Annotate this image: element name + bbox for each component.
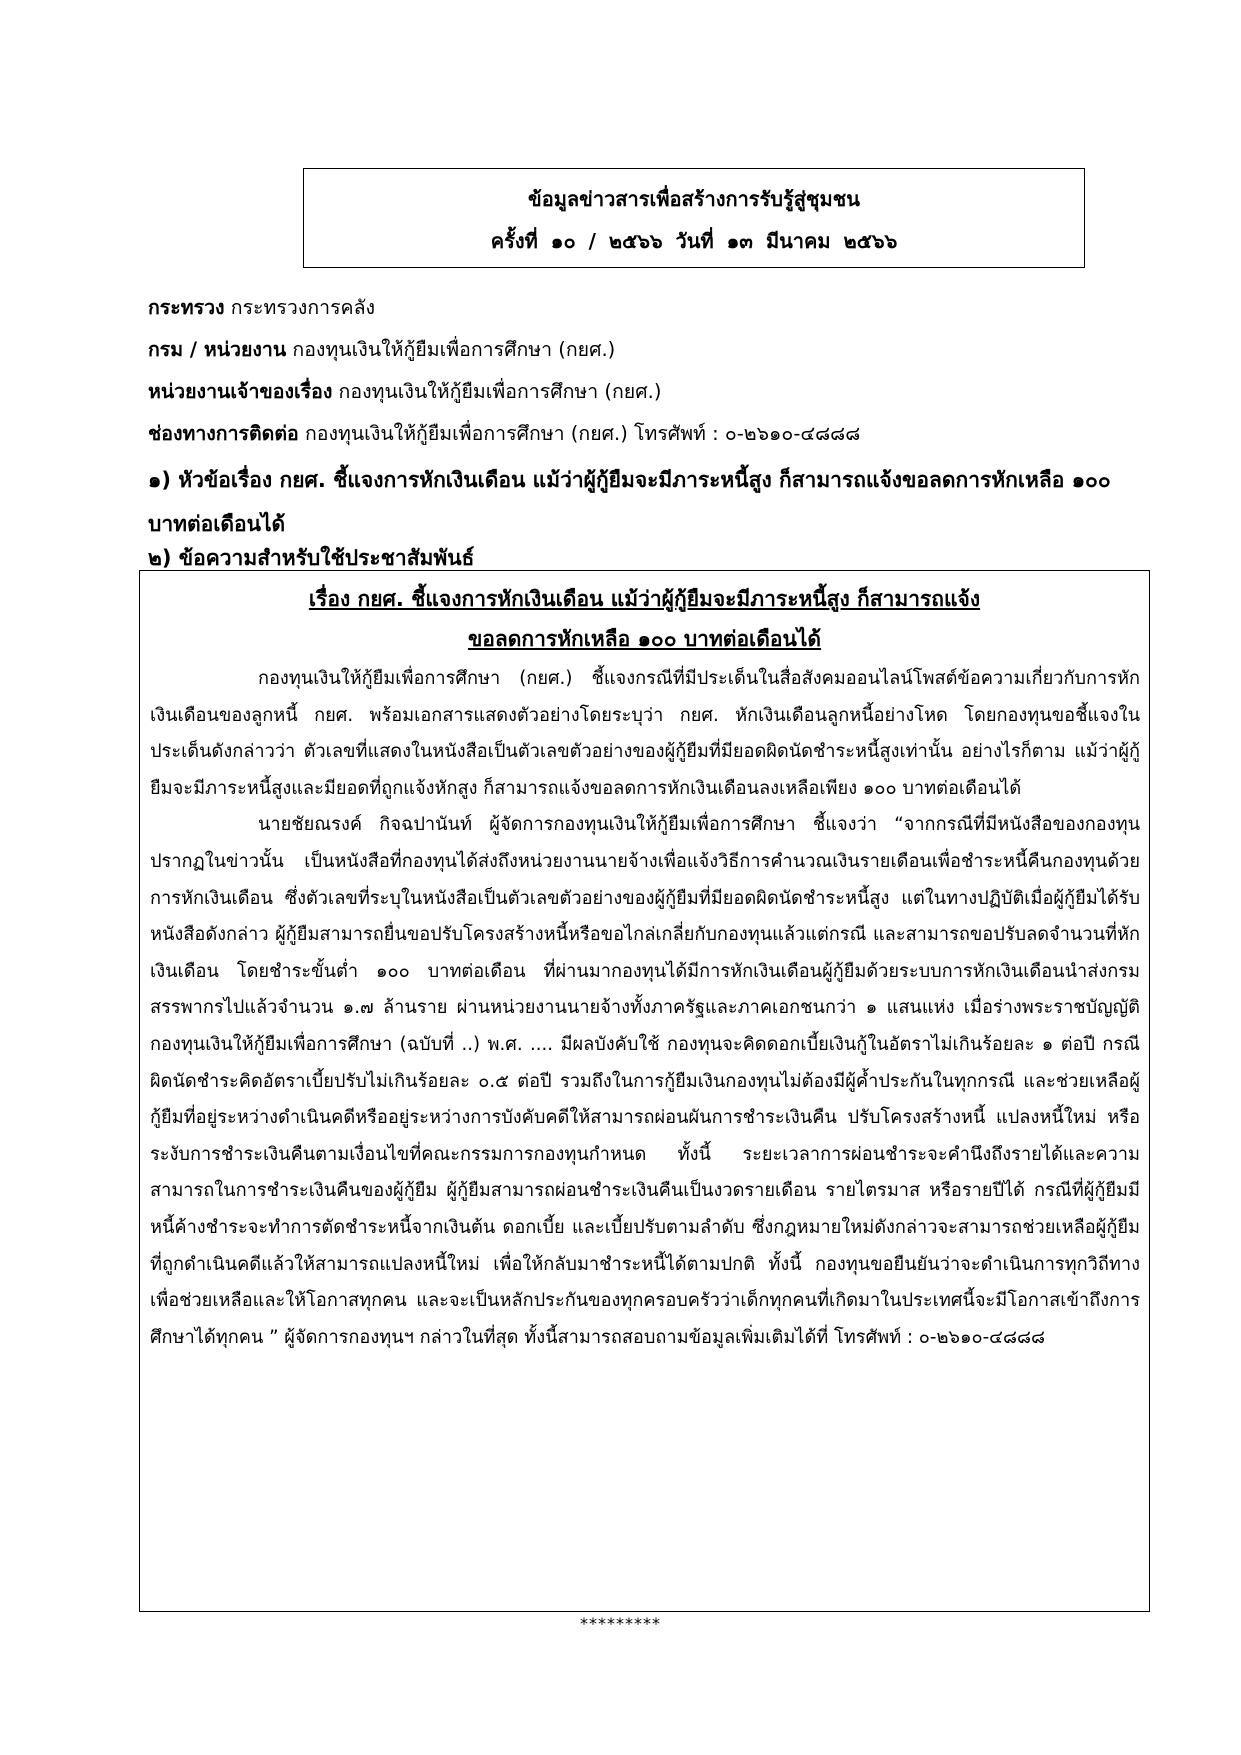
meta-owner-value: กองทุนเงินให้กู้ยืมเพื่อการศึกษา (กยศ.) [338,380,662,403]
meta-owner [148,376,661,407]
meta-contact-label: ช่องทางการติดต่อ [148,422,299,445]
meta-contact-value: กองทุนเงินให้กู้ยืมเพื่อการศึกษา (กยศ.) โทรศัพท์ : ๐-๒๖๑๐-๔๘๘๘ [304,422,861,445]
meta-owner-label: หน่วยงานเจ้าของเรื่อง [148,380,333,403]
press-release-title-line-2: ขอลดการหักเหลือ ๑๐๐ บาทต่อเดือนได้ [467,627,822,651]
meta-department-label: กรม / หน่วยงาน [148,338,287,361]
section-pr-heading: ๒) ข้อความสำหรับใช้ประชาสัมพันธ์ [148,546,475,570]
press-release-body [150,661,1140,1356]
press-release-title-line-1: เรื่อง กยศ. ชี้แจงการหักเงินเดือน แม้ว่าผู้กู้ยืมจะมีภาระหนี้สูง ก็สามารถแจ้ง [308,587,981,611]
press-release-paragraph-2: นายชัยณรงค์ กิจฉปานันท์ ผู้จัดการกองทุนเงินให้กู้ยืมเพื่อการศึกษา ชี้แจงว่า “จากกรณีที่มีหนังสือของกองทุนปรากฏในข่าวนั้น เป็นหนังสือที่กองทุนได้ส่งถึงหน่วยงานนายจ้างเพื่อแจ้งวิธีการคำนวณเงินรายเดือนเพื่อชำระหนี้คืนกองทุนด้วยการหักเงินเดือน ซึ่งตัวเลขที่ระบุในหนังสือเป็นตัวเลขตัวอย่างของผู้กู้ยืมที่มียอดผิดนัดชำระหนี้สูง แต่ในทางปฏิบัติเมื่อผู้กู้ยืมได้รับหนังสือดังกล่าว ผู้กู้ยืมสามารถยื่นขอปรับโครงสร้างหนี้หรือขอไกล่เกลี่ยกับกองทุนแล้วแต่กรณี และสามารถขอปรับลดจำนวนที่หักเงินเดือน โดยชำระขั้นต่ำ ๑๐๐ บาทต่อเดือน ที่ผ่านมากองทุนได้มีการหักเงินเดือนผู้กู้ยืมด้วยระบบการหักเงินเดือนนำส่งกรมสรรพากรไปแล้วจำนวน ๑.๗ ล้านราย ผ่านหน่วยงานนายจ้างทั้งภาครัฐและภาคเอกชนกว่า ๑ แสนแห่ง เมื่อร่างพระราชบัญญัติกองทุนเงินให้กู้ยืมเพื่อการศึกษา (ฉบับที่ ..) พ.ศ. .... มีผลบังคับใช้ กองทุนจะคิดดอกเบี้ยเงินกู้ในอัตราไม่เกินร้อยละ ๑ ต่อปี กรณีผิดนัดชำระคิดอัตราเบี้ยปรับไม่เกินร้อยละ ๐.๕ ต่อปี รวมถึงในการกู้ยืมเงินกองทุนไม่ต้องมีผู้ค้ำประกันในทุกกรณี และช่วยเหลือผู้กู้ยืมที่อยู่ระหว่างดำเนินคดีหรืออยู่ระหว่างการบังคับคดีให้สามารถผ่อนผันการชำระเงินคืน ปรับโครงสร้างหนี้ แปลงหนี้ใหม่ หรือระงับการชำระเงินคืนตามเงื่อนไขที่คณะกรรมการกองทุนกำหนด ทั้งนี้ ระยะเวลาการผ่อนชำระจะคำนึงถึงรายได้และความสามารถในการชำระเงินคืนของผู้กู้ยืม ผู้กู้ยืมสามารถผ่อนชำระเงินคืนเป็นงวดรายเดือน รายไตรมาส หรือรายปีได้ กรณีที่ผู้กู้ยืมมีหนี้ค้างชำระจะทำการตัดชำระหนี้จากเงินต้น ดอกเบี้ย และเบี้ยปรับตามลำดับ ซึ่งกฎหมายใหม่ดังกล่าวจะสามารถช่วยเหลือผู้กู้ยืมที่ถูกดำเนินคดีแล้วให้สามารถแปลงหนี้ใหม่ เพื่อให้กลับมาชำระหนี้ได้ตามปกติ ทั้งนี้ กองทุนขอยืนยันว่าจะดำเนินการทุกวิถีทางเพื่อช่วยเหลือและให้โอกาสทุกคน และจะเป็นหลักประกันของทุกครอบครัวว่าเด็กทุกคนที่เกิดมาในประเทศนี้จะมีโอกาสเข้าถึงการศึกษาได้ทุกคน ” ผู้จัดการกองทุนฯ กล่าวในที่สุด ทั้งนี้สามารถสอบถามข้อมูลเพิ่มเติมได้ที่ โทรศัพท์ : ๐-๒๖๑๐-๔๘๘๘ [150,814,1140,1348]
bulletin-header-box [303,168,1085,268]
end-separator: ********* [580,1614,661,1633]
press-release-paragraph-1: กองทุนเงินให้กู้ยืมเพื่อการศึกษา (กยศ.) ชี้แจงกรณีที่มีประเด็นในสื่อสังคมออนไลน์โพสต์ข้อความเกี่ยวกับการหักเงินเดือนของลูกหนี้ กยศ. พร้อมเอกสารแสดงตัวอย่างโดยระบุว่า กยศ. หักเงินเดือนลูกหนี้อย่างโหด โดยกองทุนขอชี้แจงในประเด็นดังกล่าวว่า ตัวเลขที่แสดงในหนังสือเป็นตัวเลขตัวอย่างของผู้กู้ยืมที่มียอดผิดนัดชำระหนี้สูงเท่านั้น อย่างไรก็ตาม แม้ว่าผู้กู้ยืมจะมีภาระหนี้สูงและมียอดที่ถูกแจ้งหักสูง ก็สามารถแจ้งขอลดการหักเงินเดือนลงเหลือเพียง ๑๐๐ บาทต่อเดือนได้ [150,668,1140,799]
bulletin-title: ข้อมูลข่าวสารเพื่อสร้างการรับรู้สู่ชุมชน [528,187,860,211]
meta-ministry [148,292,375,323]
meta-contact [148,418,860,449]
meta-department-value: กองทุนเงินให้กู้ยืมเพื่อการศึกษา (กยศ.) [292,338,616,361]
section-topic-heading: ๑) หัวข้อเรื่อง กยศ. ชี้แจงการหักเงินเดือน แม้ว่าผู้กู้ยืมจะมีภาระหนี้สูง ก็สามารถแจ้งขอลดการหักเหลือ ๑๐๐ บาทต่อเดือนได้ [148,468,1111,536]
meta-ministry-value: กระทรวงการคลัง [230,296,376,319]
meta-ministry-label: กระทรวง [148,296,225,319]
press-release-box [139,570,1150,1612]
meta-department [148,334,615,365]
bulletin-issue-line: ครั้งที่ ๑๐ / ๒๕๖๖ วันที่ ๑๓ มีนาคม ๒๕๖๖ [490,229,898,253]
